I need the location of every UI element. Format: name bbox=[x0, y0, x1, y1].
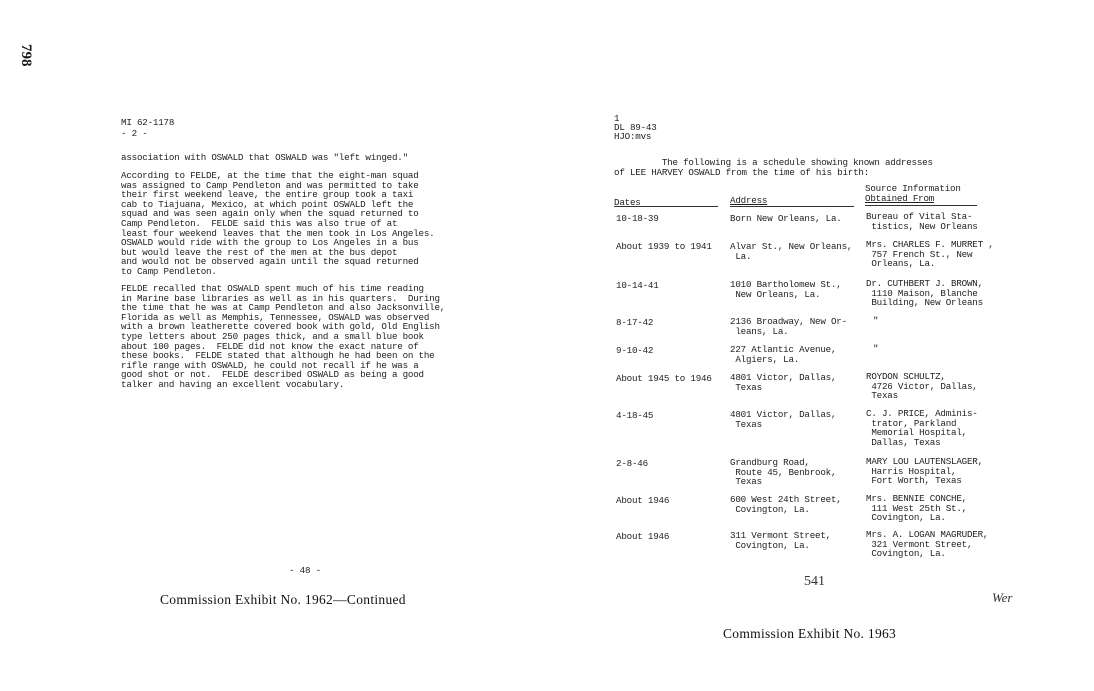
row-date: 10-14-41 bbox=[616, 280, 659, 291]
row-source: ROYDON SCHULTZ, 4726 Victor, Dallas, Texas bbox=[866, 371, 978, 402]
right-page-one: 1 bbox=[614, 113, 620, 124]
row-date: About 1946 bbox=[616, 531, 670, 542]
row-address: 227 Atlantic Avenue, Algiers, La. bbox=[730, 344, 837, 365]
left-paragraph-3: FELDE recalled that OSWALD spent much of his time reading in Marine base libraries as well as in his quarters. During the time that he was at Camp Pendleton and also Jacksonville, Florida as well as Memphis, Tennessee, OSWALD was observed with a brown leatherette covered book with gold, Old English type letters about 250 pages thick, and a small blue book about 100 pages. FELDE did not know the exact nature of these books. FELDE stated that although he had been on the rifle range with OSWALD, he could not recall if he was a good shot or not. FELDE described OSWALD as being a good talker and having an excellent vocabulary. bbox=[121, 283, 446, 390]
row-date: 2-8-46 bbox=[616, 458, 648, 469]
row-source: Bureau of Vital Sta- tistics, New Orleans bbox=[866, 211, 978, 232]
row-source: MARY LOU LAUTENSLAGER, Harris Hospital, Fort Worth, Texas bbox=[866, 456, 983, 487]
row-date: About 1945 to 1946 bbox=[616, 373, 712, 384]
right-exhibit-caption: Commission Exhibit No. 1963 bbox=[723, 626, 897, 641]
right-page-footer: 541 bbox=[804, 574, 825, 589]
row-source: Mrs. A. LOGAN MAGRUDER, 321 Vermont Street, Covington, La. bbox=[866, 529, 989, 560]
right-file-number: DL 89-43 bbox=[614, 122, 657, 133]
left-paragraph-1: association with OSWALD that OSWALD was "left winged." bbox=[121, 152, 408, 163]
row-address: Grandburg Road, Route 45, Benbrook, Texas bbox=[730, 457, 837, 488]
row-date: About 1946 bbox=[616, 495, 670, 506]
column-header-address: Address bbox=[730, 195, 768, 206]
left-exhibit-caption: Commission Exhibit No. 1962—Continued bbox=[160, 592, 406, 607]
row-source: C. J. PRICE, Adminis- trator, Parkland Memorial Hospital, Dallas, Texas bbox=[866, 408, 978, 448]
row-date: 4-18-45 bbox=[616, 410, 654, 421]
row-address: 2136 Broadway, New Or- leans, La. bbox=[730, 316, 847, 337]
row-date: 8-17-42 bbox=[616, 317, 654, 328]
column-header-dates: Dates bbox=[614, 197, 641, 208]
margin-page-number: 798 bbox=[18, 44, 34, 67]
left-paragraph-2: According to FELDE, at the time that the eight-man squad was assigned to Camp Pendleton and was permitted to take their first weekend leave, the entire group took a taxi cab to Tiajuana, Mexico, at which point OSWALD left the squad and was seen again only when the squad returned to Camp Pendleton. FELDE said this was also true of at least four weekend leaves that the men took in Los Angeles. OSWALD would ride with the group to Los Angeles in a bus but would leave the rest of the men at the bus depot and would not be observed again until the squad returned to Camp Pendleton. bbox=[121, 170, 435, 277]
source-underline bbox=[865, 205, 977, 206]
row-address: Born New Orleans, La. bbox=[730, 213, 842, 224]
row-source: Mrs. BENNIE CONCHE, 111 West 25th St., Covington, La. bbox=[866, 493, 967, 524]
row-source: Dr. CUTHBERT J. BROWN, 1110 Maison, Blanche Building, New Orleans bbox=[866, 278, 983, 309]
row-date: 10-18-39 bbox=[616, 213, 659, 224]
row-address: 1010 Bartholomew St., New Orleans, La. bbox=[730, 279, 842, 300]
row-address: 600 West 24th Street, Covington, La. bbox=[730, 494, 842, 515]
column-header-source-2: Obtained From bbox=[865, 193, 935, 204]
address-underline bbox=[730, 206, 854, 207]
row-source: Mrs. CHARLES F. MURRET , 757 French St., New Orleans, La. bbox=[866, 239, 994, 270]
row-source: " bbox=[873, 343, 879, 354]
row-date: About 1939 to 1941 bbox=[616, 241, 712, 252]
row-address: 4801 Victor, Dallas, Texas bbox=[730, 409, 837, 430]
row-address: 4801 Victor, Dallas, Texas bbox=[730, 372, 837, 393]
left-page-footer: - 48 - bbox=[289, 565, 321, 576]
row-address: Alvar St., New Orleans, La. bbox=[730, 241, 853, 262]
right-initials: HJO:mvs bbox=[614, 131, 652, 142]
initials-mark: Wer bbox=[992, 590, 1013, 605]
row-address: 311 Vermont Street, Covington, La. bbox=[730, 530, 831, 551]
left-file-number: MI 62-1178 bbox=[121, 117, 175, 128]
right-intro: The following is a schedule showing known addresses of LEE HARVEY OSWALD from the time of his birth: bbox=[614, 157, 933, 178]
row-source: " bbox=[873, 315, 879, 326]
left-page-marker: - 2 - bbox=[121, 128, 148, 139]
row-date: 9-10-42 bbox=[616, 345, 654, 356]
column-header-source-1: Source Information bbox=[865, 183, 961, 194]
dates-underline bbox=[614, 206, 718, 207]
